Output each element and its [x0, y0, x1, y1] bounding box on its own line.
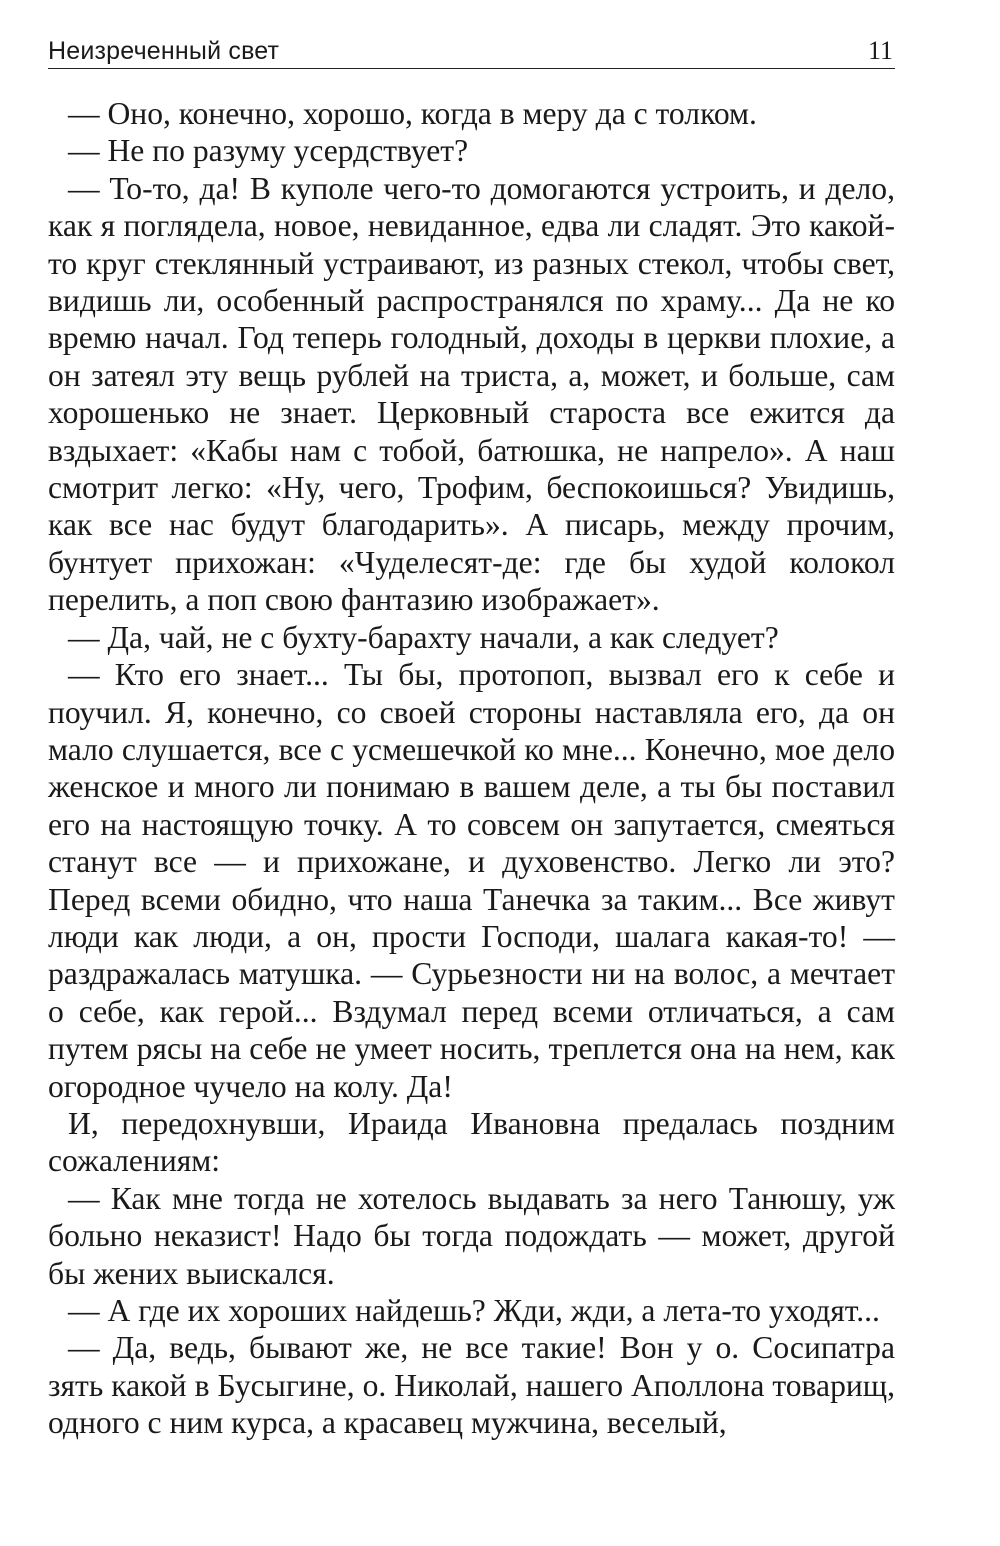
paragraph: И, передохнувши, Ираида Ивановна предалась поздним сожалениям:: [48, 1105, 895, 1179]
paragraph: — Не по разуму усердствует?: [68, 133, 469, 169]
paragraph: — А где их хороших найдешь? Жди, жди, а лета-то уходят...: [68, 1293, 880, 1328]
book-page: [48, 30, 895, 1442]
paragraph: — Да, чай, не с бухту-барахту начали, а как следует?: [68, 619, 779, 655]
paragraph: — Кто его знает... Ты бы, протопоп, вызвал его к себе и поучил. Я, конечно, со своей стороны наставляла его, да он мало слушается, все с усмешечкой ко мне... Конечно, мое дело женское и много ли понимаю в вашем деле, а ты бы поставил его на настоящую точку. А то совсем он запутается, смеяться станут все — и прихожане, и духовенство. Легко ли это? Перед всеми обидно, что наша Танечка за таким... Все живут люди как люди, а он, прости Господи, шалага какая-то! — раздражалась матушка. — Сурьезности ни на волос, а мечтает о себе, как герой... Вздумал перед всеми отличаться, а сам путем рясы на себе не умеет носить, треплется она на нем, как огородное чучело на колу. Да!: [48, 657, 895, 1104]
running-header: [48, 30, 895, 69]
paragraph: — Да, ведь, бывают же, не все такие! Вон у о. Сосипатра зять какой в Бусыгине, о. Николай, нашего Аполлона товарищ, одного с ним курса, а красавец мужчина, веселый,: [48, 1330, 895, 1441]
paragraph: — Как мне тогда не хотелось выдавать за него Танюшу, уж больно неказист! Надо бы тогда подождать — может, другой бы жених выискался.: [48, 1180, 895, 1291]
paragraph: — Оно, конечно, хорошо, когда в меру да с толком.: [68, 96, 757, 131]
body-text: [48, 95, 895, 1442]
paragraph: — То-то, да! В куполе чего-то домогаются устроить, и дело, как я поглядела, новое, невиданное, едва ли сладят. Это какой-то круг стеклянный устраивают, из разных стекол, чтобы свет, видишь ли, особенный распространялся по храму... Да не ко времю начал. Год теперь голодный, доходы в церкви плохие, а он затеял эту вещь рублей на триста, а, может, и больше, сам хорошенько не знает. Церковный староста все ежится да вздыхает: «Кабы нам с тобой, батюшка, не напрело». А наш смотрит легко: «Ну, чего, Трофим, беспокоишься? Увидишь, как все нас будут благодарить». А писарь, между прочим, бунтует прихожан: «Чуделесят-де: где бы худой колокол перелить, а поп свою фантазию изображает».: [48, 170, 895, 618]
running-title: Неизреченный свет: [48, 37, 280, 65]
page-number: 11: [867, 36, 893, 65]
